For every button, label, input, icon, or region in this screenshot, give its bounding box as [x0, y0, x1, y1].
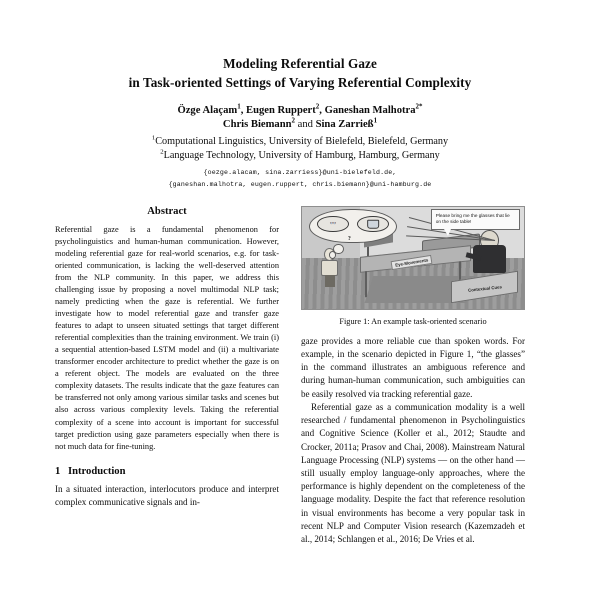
author-sina-zarriess-sup: 1 [373, 116, 378, 125]
affiliation-text: Computational Linguistics, University of Bielefeld, Bielefeld, Germany [155, 136, 449, 148]
drinking-glass-glyph [367, 220, 379, 228]
abstract-body [55, 224, 279, 453]
introduction-paragraph-1: In a situated interaction, interlocutors produce and interpret complex communicative signals and in- [55, 483, 279, 507]
figure-1 [301, 206, 525, 326]
email-line-hamburg: {ganeshan.malhotra, eugen.ruppert, chris.biemann}@uni-hamburg.de [168, 181, 432, 189]
eyeglasses-glyph: 👓 [329, 221, 337, 228]
author-ganeshan-malhotra-sup: 2* [415, 102, 423, 111]
email-line-bielefeld: {oezge.alacam, sina.zarriess}@uni-bielefeld.de, [203, 168, 397, 176]
title-line-1: Modeling Referential Gaze [223, 56, 377, 71]
email-block [55, 167, 545, 192]
affiliation-sup: 2 [160, 148, 164, 156]
affiliation-list [55, 135, 545, 162]
drinking-glass-icon [357, 216, 388, 232]
figure-1-image [301, 206, 525, 310]
person-legs [325, 275, 335, 287]
author-conjunction: and [295, 119, 316, 131]
abstract-heading: Abstract [147, 205, 187, 217]
author-sina-zarriess: Sina Zarrieß [315, 119, 374, 131]
left-column [55, 206, 279, 547]
question-mark-label: ? [347, 235, 351, 242]
right-column-paragraph-2: Referential gaze as a communication modality is a well researched / fundamental phenomenon in Psycholinguistics and Cognitive Science (Koller et al., 2012; Staudte and Crocker, 2011a; Prasov and Chai, 2008). Mainstream Natural Language Processing (NLP) systems — on the other hand — still usually employ language-only approaches, where the performance is highly dependent on the completeness of the language modality. Despite the fact that reference resolution in visual environments has become a very popular task in recent NLP and Computer Vision research (Kazemzadeh et al., 2014; Schlangen et al., 2016; De Vries et al. [301, 401, 525, 545]
right-column-body [301, 335, 525, 547]
section-title: Introduction [68, 465, 126, 477]
affiliation-item [55, 149, 545, 163]
author-chris-biemann-sup: 2 [291, 116, 295, 125]
author-oezge-alacam-sup: 1 [237, 102, 241, 111]
right-column [301, 206, 525, 547]
title-line-2: in Task-oriented Settings of Varying Referential Complexity [128, 74, 472, 90]
eye-movements-label: Eye-Movements [390, 255, 432, 270]
speech-bubble: Please bring me the glasses that lie on the side table! [431, 209, 520, 230]
affiliation-item [55, 135, 545, 149]
eyeglasses-icon [317, 216, 348, 232]
page-title [55, 55, 545, 92]
right-column-paragraph-1: gaze provides a more reliable cue than spoken words. For example, in the scenario depicted in Figure 1, “the glasses” in the command illustrates an ambiguous reference and during human-human communication, such ambiguities can be easily resolved via tracking referential gaze. [301, 335, 525, 399]
author-list [55, 104, 545, 132]
thought-bubble-tail [329, 251, 337, 259]
two-column-body [55, 206, 545, 547]
author-line-1 [55, 104, 545, 118]
author-eugen-ruppert-sup: 2 [315, 102, 320, 111]
introduction-body [55, 483, 279, 509]
title-block [55, 55, 545, 192]
person-torso [321, 260, 338, 276]
author-ganeshan-malhotra: , Ganeshan Malhotra [319, 105, 416, 117]
affiliation-sup: 1 [151, 135, 156, 143]
contextual-cues-label: Contextual Cues [467, 284, 502, 293]
section-number: 1 [55, 465, 61, 477]
section-heading-introduction [55, 466, 279, 477]
figure-1-caption: Figure 1: An example task-oriented scenario [339, 316, 487, 326]
author-line-2 [55, 118, 545, 132]
affiliation-text: Language Technology, University of Hamburg, Hamburg, Germany [163, 150, 440, 162]
thought-bubble-icon [309, 209, 398, 244]
author-oezge-alacam: Özge Alaçam [177, 105, 238, 117]
author-chris-biemann: Chris Biemann [222, 119, 292, 131]
author-eugen-ruppert: , Eugen Ruppert [240, 105, 316, 117]
abstract-paragraph: Referential gaze is a fundamental phenomenon for psycholinguistics and human-human communication. However, modeling referential gaze for real-world scenarios, e.g. for task-oriented communication, is lacking the well-deserved attention from the NLP community. In this paper, we address this challenging issue by proposing a novel multimodal NLP task; namely predicting when the gaze is referential. We further investigate how to model referential gaze and transfer gaze features to adapt to unseen situated settings that target different referential complexities than the training environment. We train (i) a sequential attention-based LSTM model and (ii) a multivariate transformer encoder architecture to predict whether the gaze is on a referent object. The models are evaluated on the three complexity datasets. The results indicate that the gaze features can be transferred not only among various similar tasks and scenes but also across various complexity levels. Taking the referential complexity of a scene into account is important for successful target prediction using gaze parameters especially when there is not much data for fine-tuning. [55, 224, 279, 451]
